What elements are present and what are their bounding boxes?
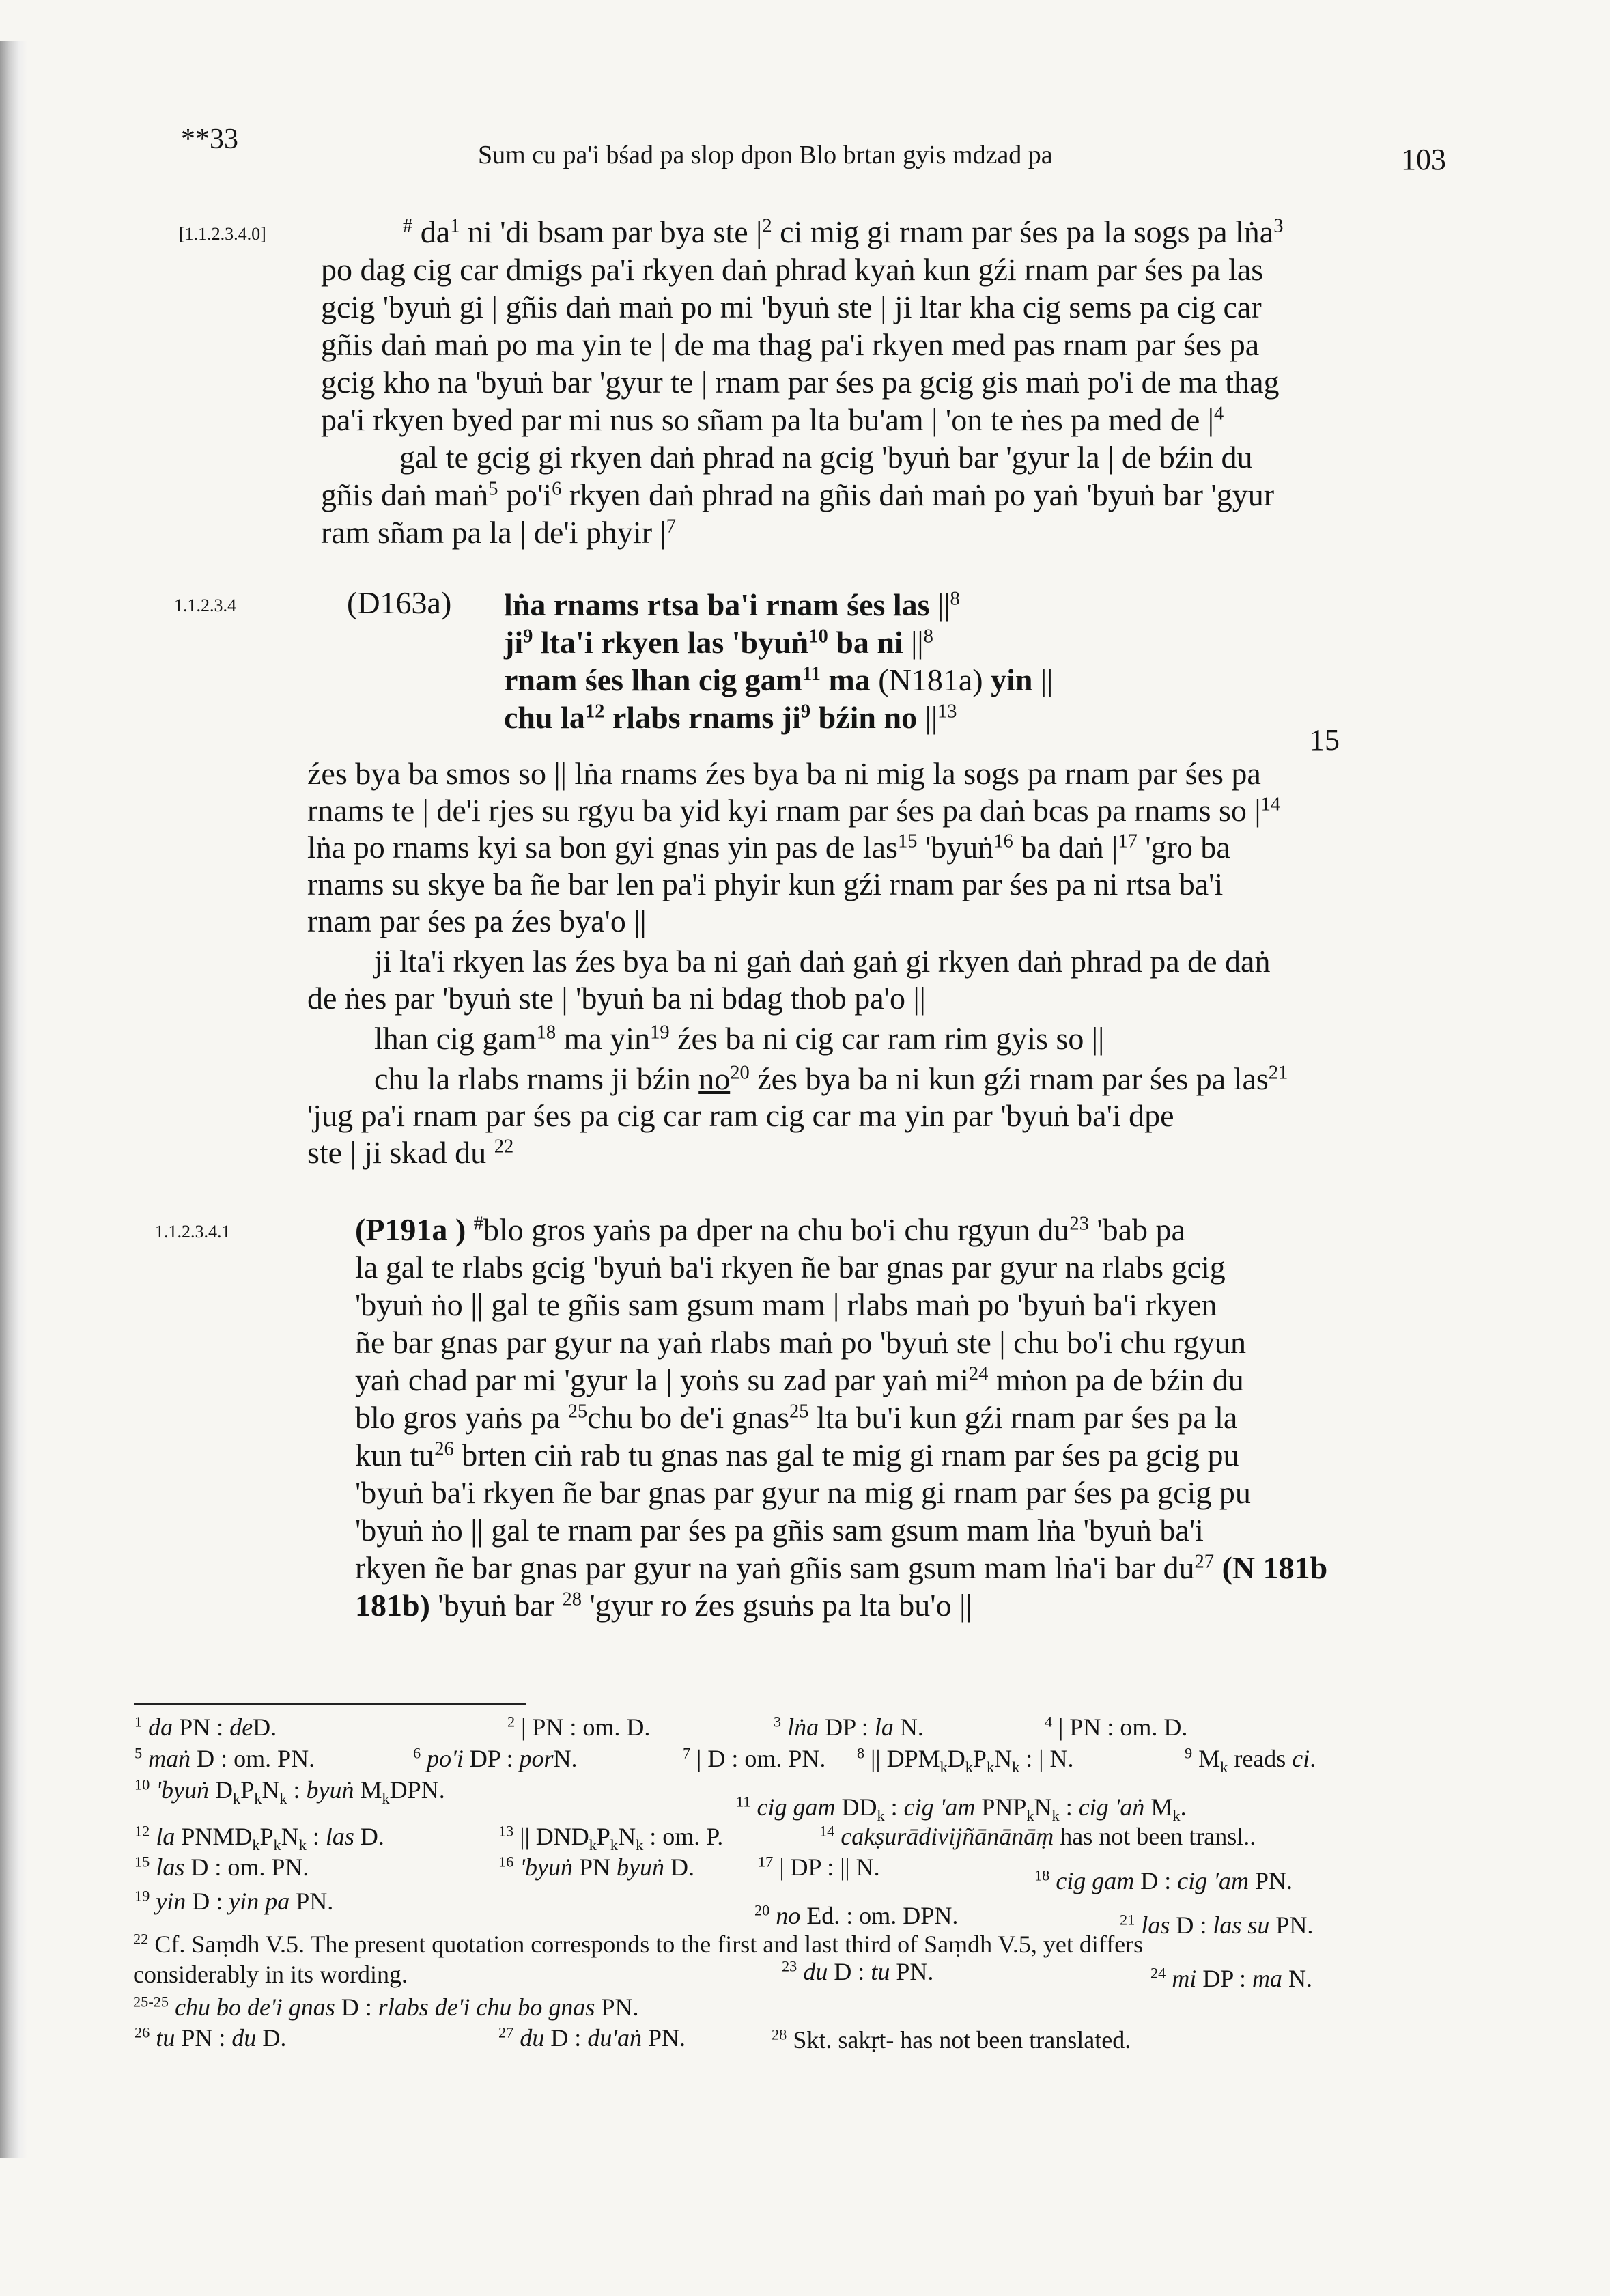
footnote: $^7$ | D : om. PN. [683, 1744, 826, 1772]
text-line: gñis daṅ maṅ po ma yin te | de ma thag pa'i rkyen med pas rnam par śes pa [321, 327, 1260, 362]
text-line: gñis daṅ maṅ$^5$ $po'i^6$ rkyen daṅ phrad na gñis daṅ maṅ po yaṅ 'byuṅ bar 'gyur [321, 477, 1275, 512]
footnote: $^{25-25}$ chu bo de'i gnas D : rlabs de'i chu bo gnas PN. [133, 1993, 639, 2021]
text-line: gcig kho na 'byuṅ bar 'gyur te | rnam par śes pa gcig gis maṅ po'i de ma thag [321, 365, 1280, 400]
text-line: ñe bar gnas par gyur na yaṅ rlabs maṅ po 'byuṅ ste | chu bo'i chu rgyun [355, 1325, 1246, 1360]
footnote: $^{24}$ mi DP : ma N. [1150, 1964, 1312, 1992]
footnote: $^{18}$ cig gam D : cig 'am PN. [1034, 1866, 1293, 1894]
text-line: lṅa po rnams kyi sa bon gyi gnas yin pas de las$^{15}$ 'byuṅ$^{16}$ ba daṅ $|^{17}$ 'gro ba [307, 830, 1230, 865]
footnote: $^1$ da PN : deD. [135, 1713, 277, 1741]
text-line: chu la rlabs rnams ji bźin $no^{20}$ źes bya ba ni kun gźi rnam par śes pa las$^{21}$ [374, 1061, 1288, 1096]
text-line: blo gros yaṅs pa $^{25}$chu bo de'i gnas$^{25}$ lta bu'i kun gźi rnam par śes pa la [355, 1400, 1238, 1435]
text-line: ram sñam pa la | de'i phyir $|^7$ [321, 515, 676, 550]
text-line: (P191a ) #blo gros yaṅs pa dper na chu bo'i chu rgyun $du^{23}$ 'bab pa [355, 1212, 1185, 1247]
text-line: rkyen ñe bar gnas par gyur na yaṅ gñis sam gsum mam lṅa'i bar $du^{27}$ (N 181b [355, 1550, 1328, 1585]
scan-edge [0, 41, 27, 2158]
footnotes [133, 1713, 1430, 2259]
text-line: ji lta'i rkyen las źes bya ba ni gaṅ daṅ gaṅ gi rkyen daṅ phrad pa de daṅ [374, 944, 1271, 979]
footnote: $^{12}$ la $PNMD_kP_kN_k$ : las D. [135, 1822, 384, 1854]
footnote: $^6$ po'i DP : porN. [413, 1744, 578, 1772]
footnote: $^2$ | PN : om. D. [507, 1713, 651, 1741]
footnote-rule [134, 1703, 526, 1705]
text-line: 'byuṅ ṅo || gal te rnam par śes pa gñis sam gsum mam lṅa 'byuṅ ba'i [355, 1513, 1204, 1548]
footnote: considerably in its wording. [133, 1961, 408, 1988]
text-line: yaṅ chad par mi 'gyur la | yoṅs su zad par yaṅ $mi^{24}$ mṅon pa de bźin du [355, 1362, 1244, 1397]
text-line: rnams su skye ba ñe bar len pa'i phyir kun gźi rnam par śes pa ni rtsa ba'i [307, 867, 1224, 901]
verse-line: rnam śes lhan cig gam$^{11}$ ma (N181a) yin || [504, 662, 1054, 697]
footnote: $^{28}$ Skt. sakṛt- has not been translated. [772, 2026, 1131, 2054]
verse-line: lṅa rnams rtsa ba'i rnam śes las $||^8$ [504, 587, 960, 622]
text-line: pa'i rkyen byed par mi nus so sñam pa lta bu'am | 'on te ṅes pa med de $|^4$ [321, 402, 1224, 437]
text-line: 'byuṅ ṅo || gal te gñis sam gsum mam | rlabs maṅ po 'byuṅ ba'i rkyen [355, 1287, 1217, 1322]
section-number: [1.1.2.3.4.0] [179, 224, 266, 244]
footnote: $^{20}$ no Ed. : om. DPN. [754, 1901, 959, 1929]
page-number: 103 [1401, 143, 1446, 176]
text-line: # $da^1$ ni 'di bsam par bya ste $|^2$ ci mig gi rnam par śes pa la sogs pa lṅa$^3$ [403, 214, 1284, 249]
text-line: po dag cig car dmigs pa'i rkyen daṅ phrad kyaṅ kun gźi rnam par śes pa las [321, 252, 1264, 287]
footnote: $^{21}$ las D : las su PN. [1120, 1911, 1314, 1939]
footnote: $^{13}$ || $DND_kP_kN_k$ : om. P. [498, 1822, 724, 1854]
footnote: $^8$ || $DPM_kD_kP_kN_k$ : | N. [857, 1744, 1074, 1776]
footnote: $^{10}$ 'byuṅ $D_kP_kN_k$ : byuṅ $M_kDPN$. [135, 1776, 445, 1808]
footnote: $^{23}$ du D : tu PN. [782, 1957, 934, 1985]
footnote: $^{27}$ du D : du'aṅ PN. [498, 2024, 686, 2052]
siglum-p: (P191a ) [355, 1212, 466, 1247]
text-line: de ṅes par 'byuṅ ste | 'byuṅ ba ni bdag thob pa'o || [307, 981, 926, 1016]
footnote: $^{22}$ Cf. Saṃdh V.5. The present quotation corresponds to the first and last third of Saṃdh V.5, yet differs [133, 1930, 1144, 1958]
verse-line: chu $la^{12}$ rlabs rnams $ji^9$ bźin no $||^{13}$ [504, 700, 957, 735]
text-line: 'jug pa'i rnam par śes pa cig car ram cig car ma yin par 'byuṅ ba'i dpe [307, 1098, 1174, 1133]
text-line: lhan cig gam$^{18}$ ma yin$^{19}$ źes ba ni cig car ram rim gyis so || [374, 1021, 1105, 1056]
footnote: $^9$ $M_k$ reads ci. [1185, 1744, 1316, 1776]
text-line: kun $tu^{26}$ brten ciṅ rab tu gnas nas gal te mig gi rnam par śes pa gcig pu [355, 1438, 1239, 1472]
running-title: Sum cu pa'i bśad pa slop dpon Blo brtan gyis mdzad pa [478, 141, 1053, 169]
footnote: $^{16}$ 'byuṅ PN byuṅ D. [498, 1853, 695, 1881]
footnote: $^{17}$ | DP : || N. [758, 1853, 880, 1881]
text-line: 'byuṅ ba'i rkyen ñe bar gnas par gyur na mig gi rnam par śes pa gcig pu [355, 1475, 1251, 1510]
footnote: $^{26}$ tu PN : du D. [135, 2024, 287, 2052]
text-line: rnam par śes pa źes bya'o || [307, 904, 647, 938]
verse-number: 15 [1310, 723, 1340, 757]
footnote: $^{11}$ cig gam $DD_k$ : cig 'am $PNP_kN_k$ : cig 'aṅ $M_k$. [736, 1793, 1187, 1825]
text-line: la gal te rlabs gcig 'byuṅ ba'i rkyen ñe bar gnas par gyur na rlabs gcig [355, 1250, 1226, 1285]
siglum-d: (D163a) [347, 585, 452, 620]
footnote: $^4$ | PN : om. D. [1045, 1713, 1188, 1741]
footnote: $^{19}$ yin D : yin pa PN. [135, 1887, 334, 1915]
footnote: $^{15}$ las D : om. PN. [135, 1853, 309, 1881]
verse-line: $ji^9$ lta'i rkyen las 'byuṅ$^{10}$ ba ni $||^8$ [504, 625, 933, 660]
footnote: $^3$ lṅa DP : la N. [774, 1713, 924, 1741]
footnote: $^5$ maṅ D : om. PN. [135, 1744, 315, 1772]
section-number: 1.1.2.3.4.1 [155, 1222, 231, 1242]
text-line: źes bya ba smos so || lṅa rnams źes bya ba ni mig la sogs pa rnam par śes pa [307, 756, 1261, 791]
text-line: rnams te | de'i rjes su rgyu ba yid kyi rnam par śes pa daṅ bcas pa rnams so $|^{14}$ [307, 793, 1281, 828]
text-line: gal te gcig gi rkyen daṅ phrad na gcig 'byuṅ bar 'gyur la | de bźin du [399, 440, 1253, 475]
text-line: ste | ji skad du $^{22}$ [307, 1135, 514, 1170]
text-line: gcig 'byuṅ gi | gñis daṅ maṅ po mi 'byuṅ ste | ji ltar kha cig sems pa cig car [321, 290, 1262, 324]
text-line: 181b) 'byuṅ bar $^{28}$ 'gyur ro źes gsuṅs pa lta bu'o || [355, 1588, 972, 1623]
section-number: 1.1.2.3.4 [174, 596, 236, 615]
page-label: **33 [181, 124, 238, 155]
footnote: $^{14}$ cakṣurādivijñānānāṃ has not been transl.. [819, 1822, 1256, 1850]
